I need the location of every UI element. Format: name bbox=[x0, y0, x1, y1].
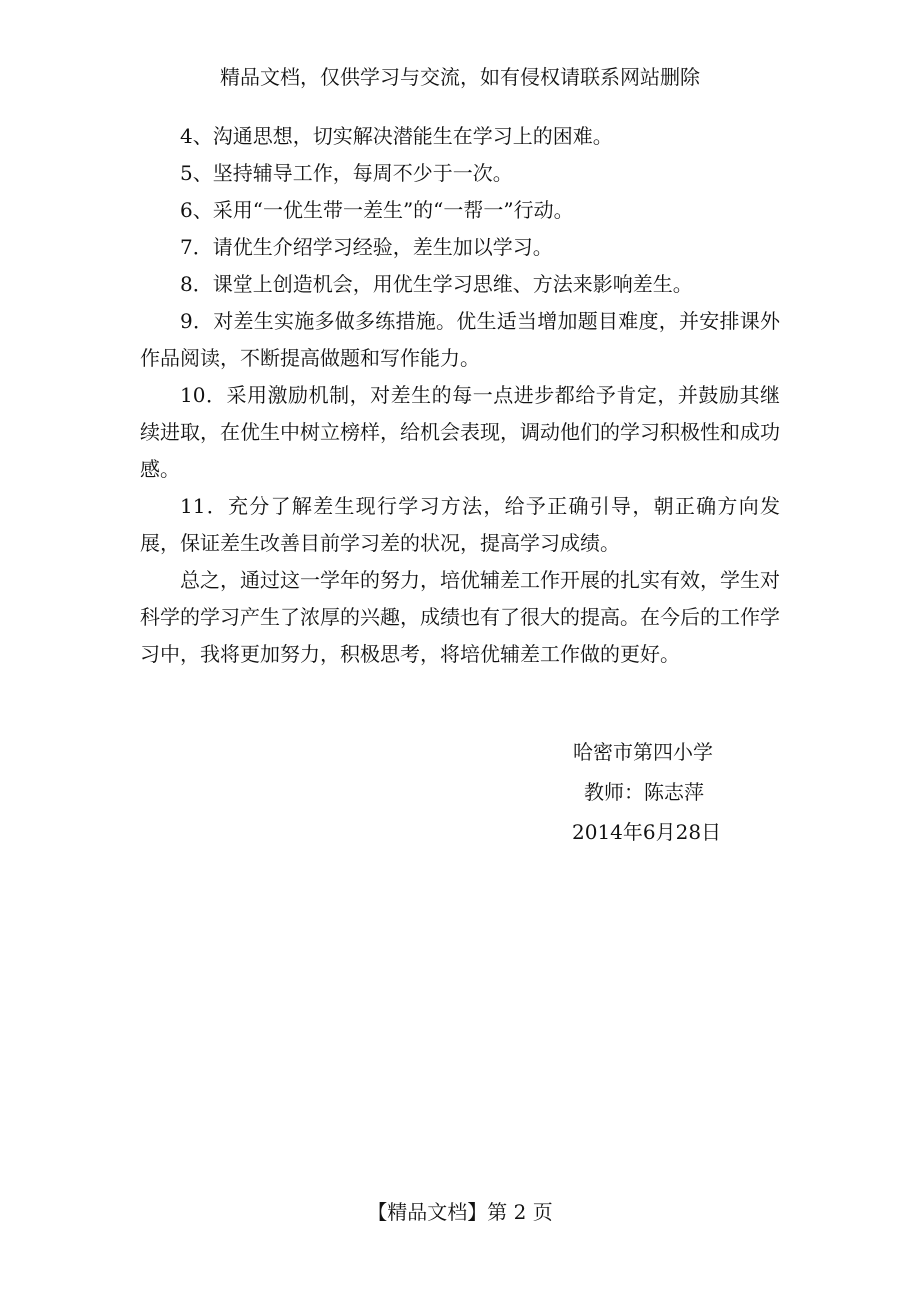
page-header-notice: 精品文档，仅供学习与交流，如有侵权请联系网站删除 bbox=[220, 65, 700, 89]
paragraph-item-10: 10．采用激励机制，对差生的每一点进步都给予肯定，并鼓励其继续进取，在优生中树立榜样，给机会表现，调动他们的学习积极性和成功感。 bbox=[140, 383, 780, 481]
signature-school: 哈密市第四小学 bbox=[573, 740, 713, 764]
signature-teacher: 教师：陈志萍 bbox=[584, 780, 704, 804]
paragraph-item-5: 5、坚持辅导工作，每周不少于一次。 bbox=[180, 161, 513, 185]
document-body bbox=[140, 118, 780, 673]
paragraph-item-7: 7．请优生介绍学习经验，差生加以学习。 bbox=[180, 235, 553, 259]
paragraph-item-6: 6、采用“一优生带一差生”的“一帮一”行动。 bbox=[180, 198, 574, 222]
paragraph-item-8: 8．课堂上创造机会，用优生学习思维、方法来影响差生。 bbox=[180, 272, 693, 296]
paragraph-item-9: 9．对差生实施多做多练措施。优生适当增加题目难度，并安排课外作品阅读，不断提高做题和写作能力。 bbox=[140, 309, 780, 370]
signature-block bbox=[560, 732, 760, 852]
page-footer: 【精品文档】第 2 页 bbox=[367, 1200, 553, 1224]
paragraph-item-11: 11．充分了解差生现行学习方法，给予正确引导，朝正确方向发展，保证差生改善目前学习差的状况，提高学习成绩。 bbox=[140, 494, 780, 555]
summary-paragraph: 总之，通过这一学年的努力，培优辅差工作开展的扎实有效，学生对科学的学习产生了浓厚的兴趣，成绩也有了很大的提高。在今后的工作学习中，我将更加努力，积极思考，将培优辅差工作做的更好。 bbox=[140, 568, 780, 666]
paragraph-item-4: 4、沟通思想，切实解决潜能生在学习上的困难。 bbox=[180, 124, 613, 148]
signature-date: 2014年6月28日 bbox=[572, 820, 722, 844]
